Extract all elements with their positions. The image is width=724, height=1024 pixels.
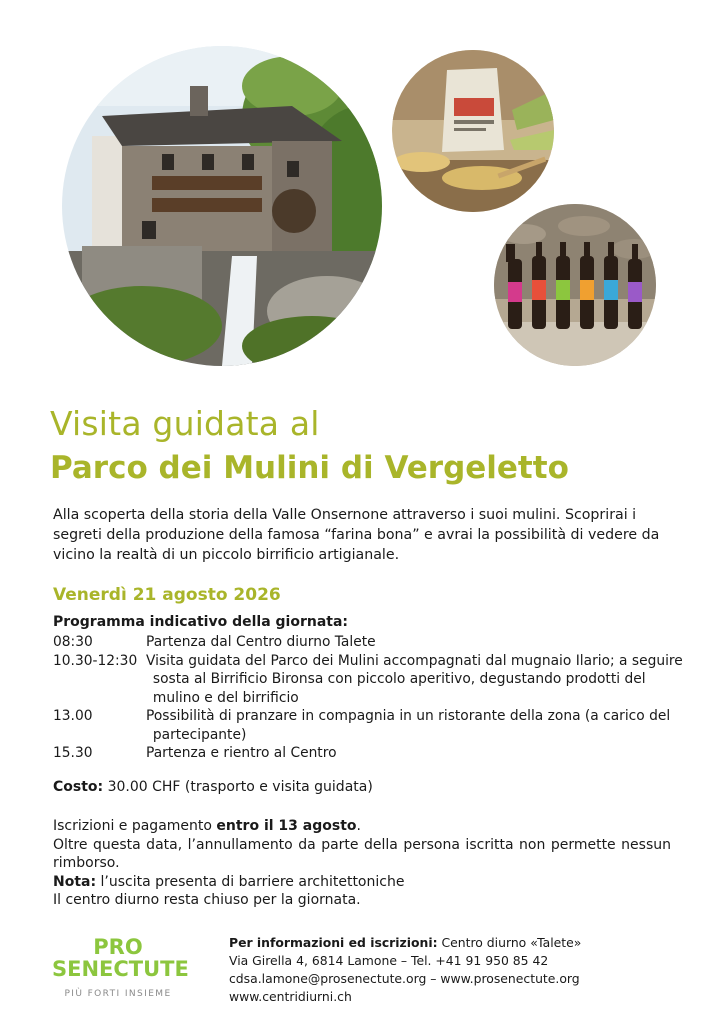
registration-line: [53, 817, 671, 836]
pro-senectute-logo: [52, 935, 189, 999]
logo-tagline: PIÙ FORTI INSIEME: [64, 989, 172, 999]
title-line-1: Visita guidata al: [50, 404, 320, 443]
cost-line: [53, 779, 373, 795]
note-label: Nota:: [53, 873, 97, 890]
beer-photo: [494, 204, 656, 366]
cost-label: Costo:: [53, 779, 104, 795]
event-date: Venerdì 21 agosto 2026: [53, 585, 281, 605]
contact-address: Via Girella 4, 6814 Lamone – Tel. +41 91 950 85 42: [229, 953, 549, 968]
program-time: 13.00: [53, 708, 93, 724]
logo-line-2: SENECTUTE: [52, 957, 189, 981]
intro-paragraph: Alla scoperta della storia della Valle Onsernone attraverso i suoi mulini. Scoprirai i segreti della produzione della famosa “farina bona” e avrai la possibilità di vedere da vicino la realtà di un piccolo birrificio artigianale.: [53, 507, 660, 563]
program-row: [53, 652, 683, 708]
beer-photo-graphic: [494, 204, 656, 366]
program-text: Possibilità di pranzare in compagnia in un ristorante della zona (a carico del partecipante): [146, 708, 671, 743]
registration-suffix: .: [356, 818, 361, 834]
title-line-2: Parco dei Mulini di Vergeletto: [50, 450, 569, 486]
registration-deadline: entro il 13 agosto: [216, 818, 357, 834]
note-text: l’uscita presenta di barriere architettoniche: [96, 873, 405, 890]
program-row: [53, 633, 683, 652]
contact-block: [229, 934, 581, 1006]
contact-emails: cdsa.lamone@prosenectute.org – www.prosenectute.org: [229, 971, 580, 986]
program-heading: Programma indicativo della giornata:: [53, 614, 349, 630]
program-time: 10.30-12:30: [53, 652, 138, 669]
mill-photo-graphic: [62, 46, 382, 366]
program-time: 15.30: [53, 745, 93, 761]
program-text: Partenza dal Centro diurno Talete: [146, 634, 376, 650]
registration-prefix: Iscrizioni e pagamento: [53, 818, 217, 834]
contact-label: Per informazioni ed iscrizioni:: [229, 935, 438, 950]
program-text: Visita guidata del Parco dei Mulini accompagnati dal mugnaio Ilario; a seguire sosta al Birrificio Bironsa con piccolo aperitivo, degustando prodotti del mulino e del birrificio: [146, 652, 683, 706]
flour-photo-graphic: [392, 50, 554, 212]
contact-center: Centro diurno «Talete»: [437, 935, 582, 950]
program-row: [53, 744, 683, 763]
program-time: 08:30: [53, 634, 93, 650]
closed-notice: Il centro diurno resta chiuso per la giornata.: [53, 892, 361, 908]
note-line: [53, 873, 671, 892]
contact-web: www.centridiurni.ch: [229, 989, 352, 1004]
registration-block: [53, 817, 671, 910]
flour-photo: [392, 50, 554, 212]
cost-value: 30.00 CHF (trasporto e visita guidata): [103, 779, 373, 795]
program-list: [53, 633, 683, 763]
cancellation-text: Oltre questa data, l’annullamento da parte della persona iscritta non permette nessun rimborso.: [53, 836, 671, 871]
logo-line-1: PRO: [93, 935, 143, 959]
contact-line: [229, 934, 581, 952]
program-text: Partenza e rientro al Centro: [146, 745, 337, 761]
mill-photo: [62, 46, 382, 366]
program-row: [53, 707, 683, 744]
